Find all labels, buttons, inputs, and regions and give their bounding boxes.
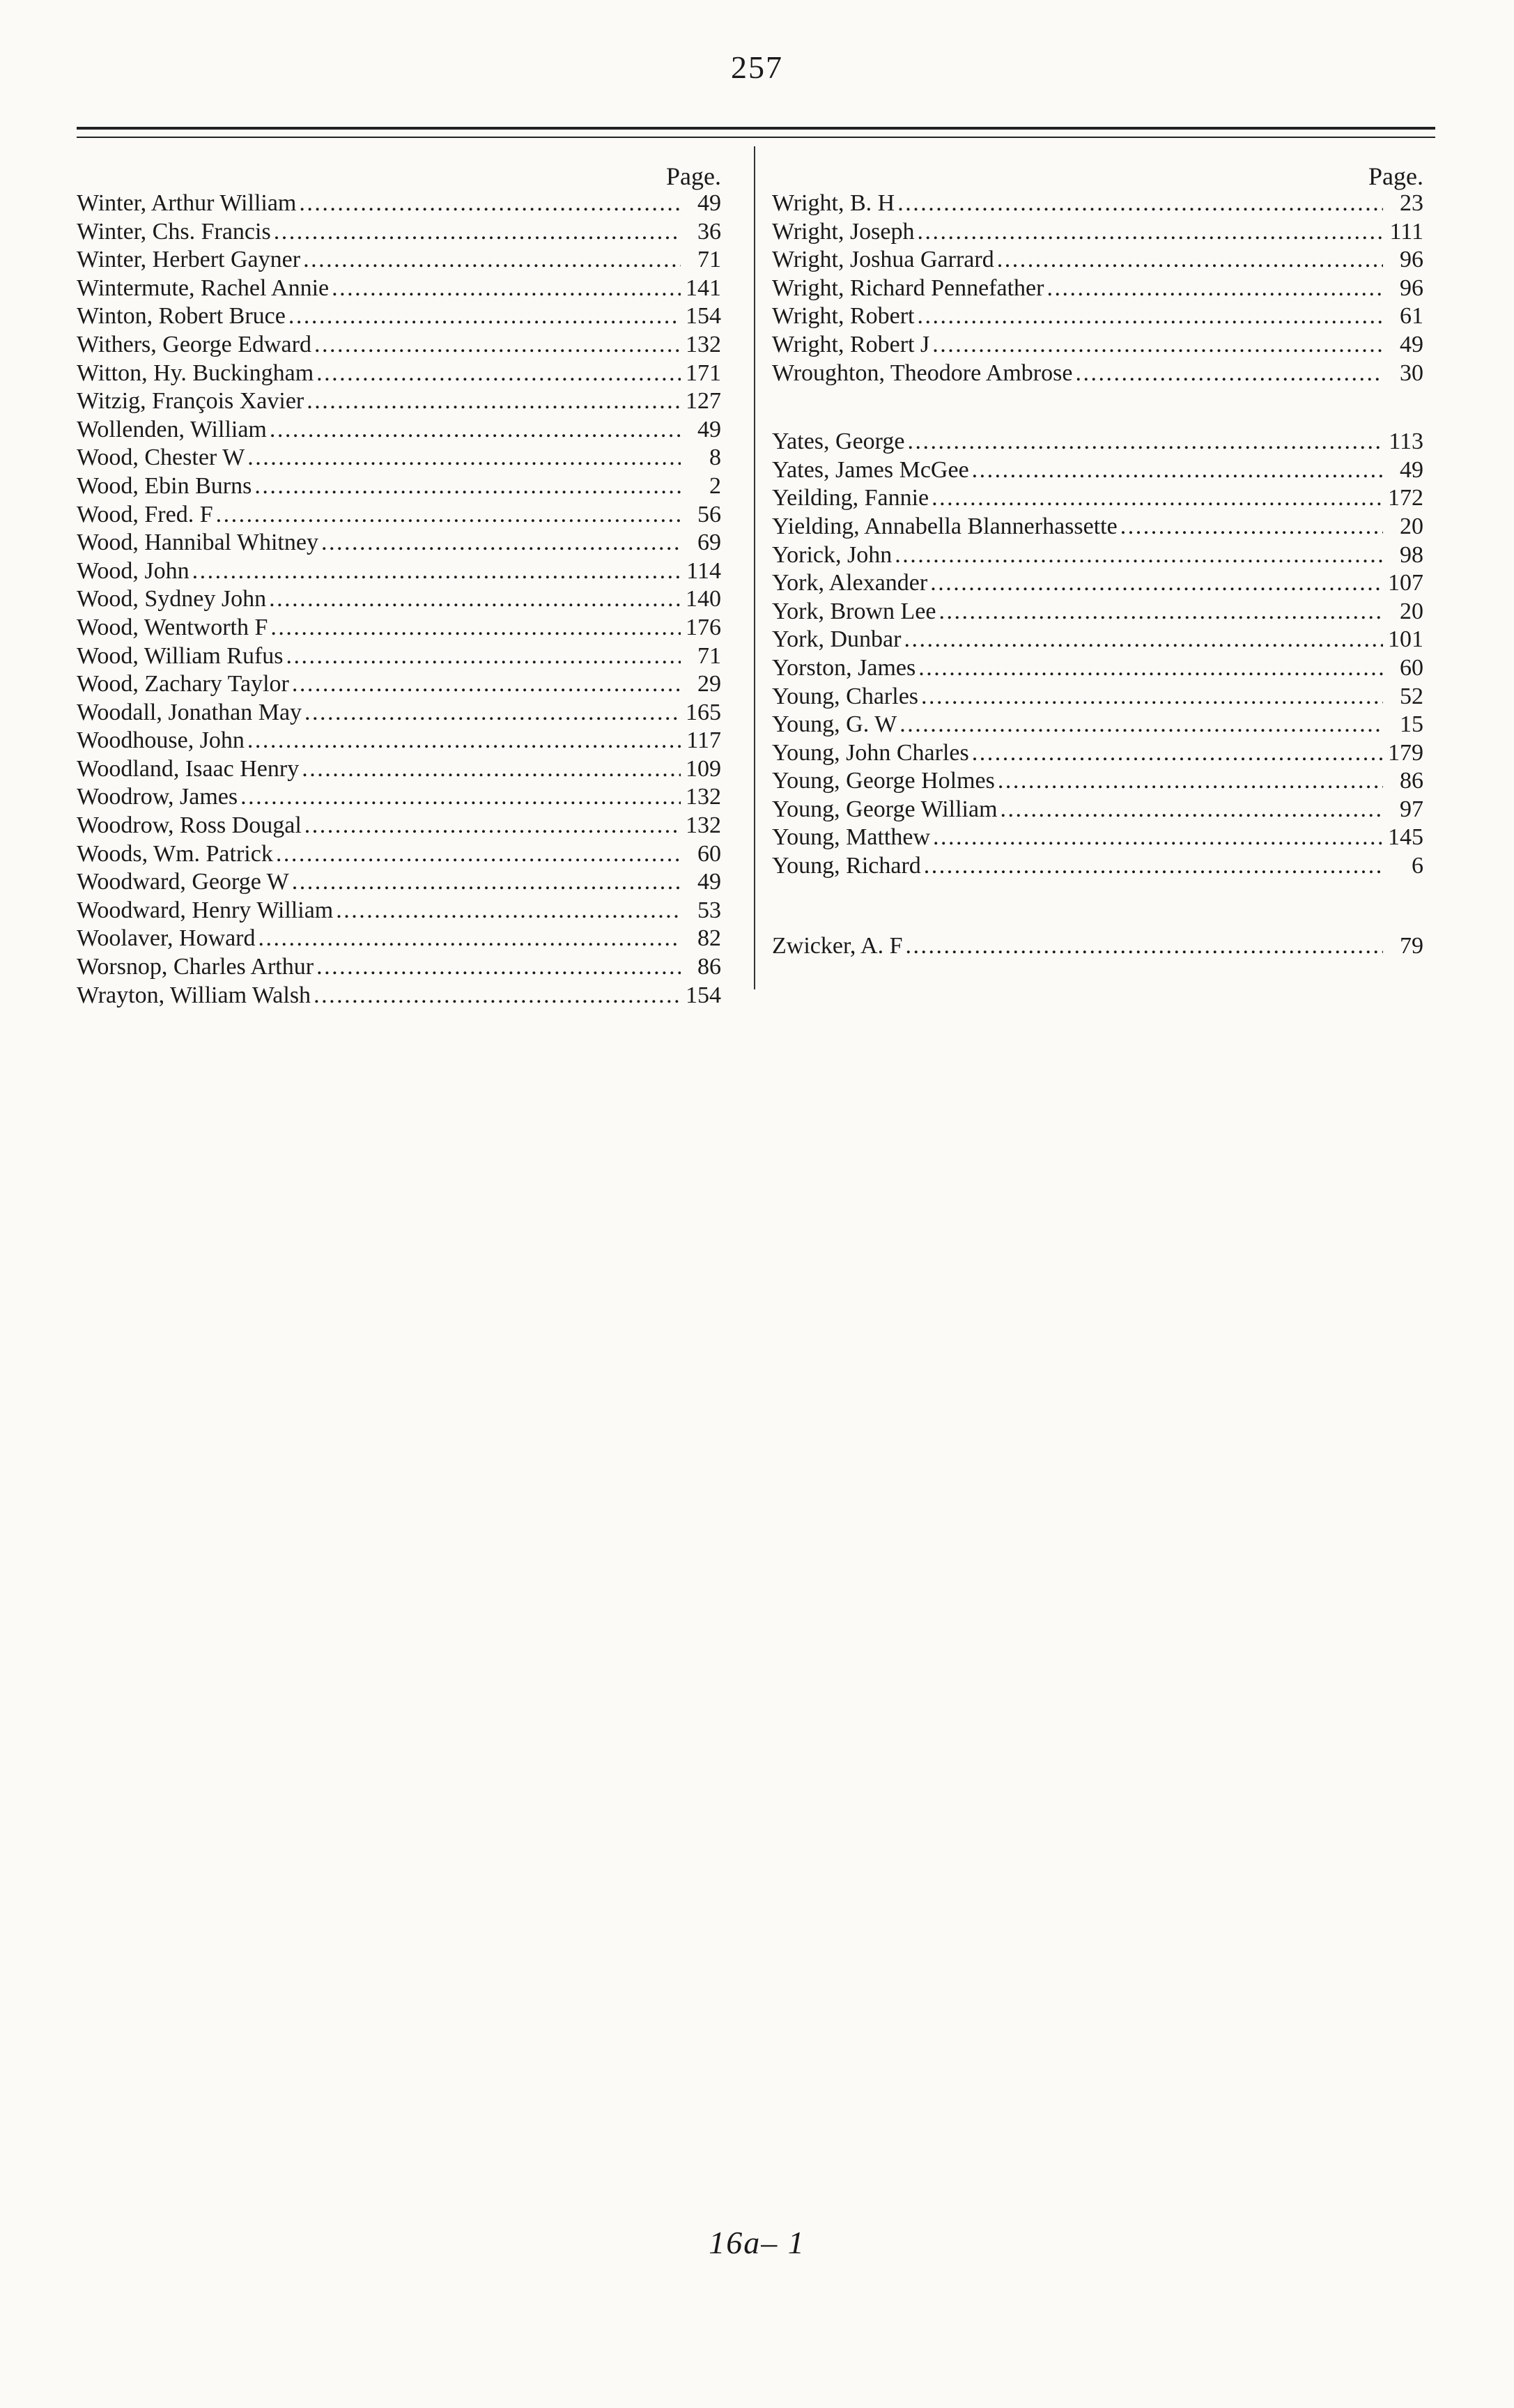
index-entry [772,484,1423,513]
entry-name: Young, George Holmes [772,768,995,794]
index-entry [772,852,1423,881]
dot-leader [329,275,681,303]
entry-page: 49 [697,416,721,442]
index-entry [77,472,721,501]
dot-leader [903,932,1384,961]
index-entry [772,456,1423,485]
entry-name: York, Dunbar [772,626,902,653]
header-rule-thin [77,137,1435,138]
entry-name: Woods, Wm. Patrick [77,840,273,867]
entry-name: Young, G. W [772,711,897,738]
entry-name: Yorston, James [772,654,916,681]
dot-leader [266,585,681,614]
entry-page: 98 [1400,541,1423,568]
entry-page: 117 [686,727,721,754]
index-entry [77,246,721,275]
entry-name: Withers, George Edward [77,331,311,357]
entry-name: Wood, Ebin Burns [77,472,252,499]
dot-leader [915,218,1384,247]
index-entry [772,711,1423,739]
dot-leader [1118,513,1383,541]
entry-page: 60 [697,840,721,867]
dot-leader [273,840,681,869]
index-entry [77,642,721,671]
index-entry [772,626,1423,654]
index-entry [772,302,1423,331]
index-entry [77,444,721,472]
dot-leader [927,569,1383,598]
entry-name: Wood, Hannibal Whitney [77,530,318,556]
index-entry [772,932,1423,961]
dot-leader [296,190,681,218]
entry-page: 86 [1400,768,1423,794]
index-entry [77,953,721,982]
entry-page: 71 [697,642,721,669]
index-entry [772,824,1423,852]
index-entry [77,557,721,586]
index-entry [772,767,1423,796]
entry-name: Worsnop, Charles Arthur [77,954,314,980]
dot-leader [302,812,681,840]
entry-name: Wood, Fred. F [77,501,213,527]
dot-leader [930,824,1383,852]
dot-leader [299,755,681,784]
entry-page: 56 [697,501,721,527]
left-index-column [77,162,721,1010]
entry-name: Winter, Herbert Gayner [77,247,301,273]
dot-leader [284,642,681,671]
index-entry [77,755,721,784]
y-entries-list [772,428,1423,881]
entry-name: Woodrow, James [77,784,238,810]
entry-page: 154 [686,982,721,1008]
entry-page: 79 [1400,932,1423,959]
entry-name: Wood, John [77,557,190,584]
entry-name: Woolaver, Howard [77,925,256,952]
entry-page: 127 [686,388,721,415]
dot-leader [311,982,681,1010]
entry-page: 82 [697,925,721,952]
index-entry [77,670,721,699]
entry-page: 86 [697,954,721,980]
dot-leader [333,897,681,925]
entry-page: 30 [1400,360,1423,386]
entry-page: 29 [697,671,721,697]
entry-page: 114 [686,557,721,584]
entry-page: 154 [686,303,721,330]
entry-name: Zwicker, A. F [772,932,903,959]
dot-leader [929,484,1383,513]
dot-leader [289,670,681,699]
entry-name: Wood, Zachary Taylor [77,671,289,697]
entry-page: 176 [686,614,721,640]
dot-leader [238,783,681,812]
index-entry [77,529,721,557]
entry-name: Wood, Sydney John [77,586,267,612]
entry-name: Wood, Wentworth F [77,614,268,640]
dot-leader [304,387,681,416]
index-entry [772,654,1423,683]
index-entry [77,783,721,812]
index-entry [77,585,721,614]
entry-name: Wintermute, Rachel Annie [77,275,330,301]
index-entry [772,598,1423,626]
index-entry [772,190,1423,218]
index-entry [772,683,1423,711]
dot-leader [892,541,1383,570]
dot-leader [271,218,681,247]
w-entries-list [772,190,1423,387]
entry-page: 49 [1400,456,1423,483]
entry-name: Wood, Chester W [77,445,245,471]
signature-mark: 16a– 1 [709,2225,805,2260]
dot-leader [302,699,681,727]
dot-leader [267,416,681,445]
entry-name: Witton, Hy. Buckingham [77,360,314,386]
entry-name: York, Alexander [772,570,928,596]
entry-name: Woodhouse, John [77,727,245,754]
entry-name: Young, Charles [772,683,919,709]
entry-page: 107 [1388,570,1423,596]
page-column-header: Page. [1368,162,1423,190]
index-entry [77,868,721,897]
entry-name: Woodward, George W [77,869,289,895]
dot-leader [914,302,1383,331]
entry-page: 101 [1388,626,1423,653]
dot-leader [995,767,1383,796]
index-entry [772,246,1423,275]
dot-leader [921,852,1383,881]
entry-name: York, Brown Lee [772,598,936,624]
index-entry [772,796,1423,824]
header-rule-thick [77,127,1435,130]
entry-page: 20 [1400,513,1423,539]
index-entry [772,569,1423,598]
index-entry [77,614,721,642]
dot-leader [300,246,681,275]
dot-leader [994,246,1383,275]
entry-page: 49 [697,190,721,216]
entry-page: 49 [697,869,721,895]
index-entry [77,331,721,360]
column-divider [754,146,755,989]
entry-page: 20 [1400,598,1423,624]
entry-name: Young, Matthew [772,824,931,851]
entry-name: Wright, Robert J [772,331,930,357]
entry-page: 179 [1388,739,1423,766]
entry-page: 172 [1388,485,1423,511]
entry-name: Yates, James McGee [772,456,969,483]
index-entry [77,982,721,1010]
entry-name: Wright, Robert [772,303,915,330]
dot-leader [268,614,681,642]
entry-name: Wollenden, William [77,416,267,442]
dot-leader [916,654,1383,683]
entry-name: Yorick, John [772,541,893,568]
dot-leader [318,529,681,557]
entry-name: Young, Richard [772,853,921,879]
entry-name: Woodall, Jonathan May [77,699,302,725]
entry-page: 96 [1400,247,1423,273]
index-entry [77,727,721,755]
index-entry [772,541,1423,570]
entry-name: Winter, Arthur William [77,190,297,216]
entry-page: 165 [686,699,721,725]
entry-name: Wright, B. H [772,190,895,216]
index-entry [772,428,1423,456]
entry-page: 141 [686,275,721,301]
entry-name: Wrayton, William Walsh [77,982,311,1008]
dot-leader [245,444,681,472]
index-entry [77,840,721,869]
entry-page: 2 [709,472,721,499]
index-entry [772,739,1423,768]
dot-leader [998,796,1383,824]
index-entry [77,302,721,331]
entry-page: 71 [697,247,721,273]
entry-page: 109 [686,755,721,782]
entry-page: 8 [709,445,721,471]
entry-page: 132 [686,784,721,810]
entry-page: 96 [1400,275,1423,301]
index-entry [77,387,721,416]
entry-name: Woodward, Henry William [77,897,334,923]
index-entry [77,897,721,925]
entry-page: 15 [1400,711,1423,738]
entry-page: 97 [1400,796,1423,822]
dot-leader [918,683,1383,711]
dot-leader [245,727,681,755]
entry-page: 23 [1400,190,1423,216]
index-entry [772,360,1423,388]
entry-name: Woodrow, Ross Dougal [77,812,302,839]
dot-leader [190,557,681,586]
dot-leader [897,711,1383,739]
dot-leader [969,456,1383,485]
entry-page: 36 [697,218,721,245]
entry-page: 140 [686,586,721,612]
right-index-column [772,162,1423,960]
entry-name: Wood, William Rufus [77,642,284,669]
index-entry [772,331,1423,360]
dot-leader [289,868,681,897]
entry-page: 113 [1389,429,1423,455]
entry-page: 61 [1400,303,1423,330]
dot-leader [929,331,1383,360]
index-entry [77,360,721,388]
entry-name: Yielding, Annabella Blannerhassette [772,513,1118,539]
entry-name: Wright, Joshua Garrard [772,247,994,273]
dot-leader [314,360,681,388]
entry-page: 132 [686,812,721,839]
dot-leader [969,739,1383,768]
entry-name: Wroughton, Theodore Ambrose [772,360,1073,386]
entry-name: Woodland, Isaac Henry [77,755,300,782]
dot-leader [936,598,1383,626]
index-entry [772,218,1423,247]
dot-leader [904,428,1383,456]
entry-page: 53 [697,897,721,923]
index-entry [772,513,1423,541]
dot-leader [895,190,1383,218]
z-entries-list [772,932,1423,961]
index-entry [77,275,721,303]
entry-page: 132 [686,331,721,357]
entry-page: 69 [697,530,721,556]
dot-leader [255,925,681,953]
entry-page: 6 [1412,853,1423,879]
entry-page: 60 [1400,654,1423,681]
dot-leader [314,953,681,982]
entry-page: 171 [686,360,721,386]
dot-leader [252,472,681,501]
entry-name: Yeilding, Fannie [772,485,929,511]
left-entries-list [77,190,721,1010]
entry-name: Young, George William [772,796,998,822]
index-entry [77,925,721,953]
dot-leader [1072,360,1383,388]
index-entry [77,501,721,530]
index-entry [772,275,1423,303]
index-entry [77,190,721,218]
entry-page: 49 [1400,331,1423,357]
entry-name: Winton, Robert Bruce [77,303,286,330]
page-number: 257 [731,49,783,85]
dot-leader [901,626,1383,654]
index-entry [77,218,721,247]
entry-name: Witzig, François Xavier [77,388,304,415]
dot-leader [1044,275,1383,303]
entry-page: 111 [1389,218,1423,245]
entry-name: Young, John Charles [772,739,969,766]
entry-name: Winter, Chs. Francis [77,218,271,245]
index-entry [77,699,721,727]
entry-name: Wright, Joseph [772,218,915,245]
entry-page: 145 [1388,824,1423,851]
entry-page: 52 [1400,683,1423,709]
dot-leader [286,302,681,331]
page-column-header: Page. [666,162,721,190]
letter-gap [772,387,1423,428]
letter-gap [772,881,1423,932]
dot-leader [311,331,681,360]
index-entry [77,416,721,445]
entry-name: Yates, George [772,429,905,455]
dot-leader [213,501,681,530]
entry-name: Wright, Richard Pennefather [772,275,1044,301]
index-entry [77,812,721,840]
